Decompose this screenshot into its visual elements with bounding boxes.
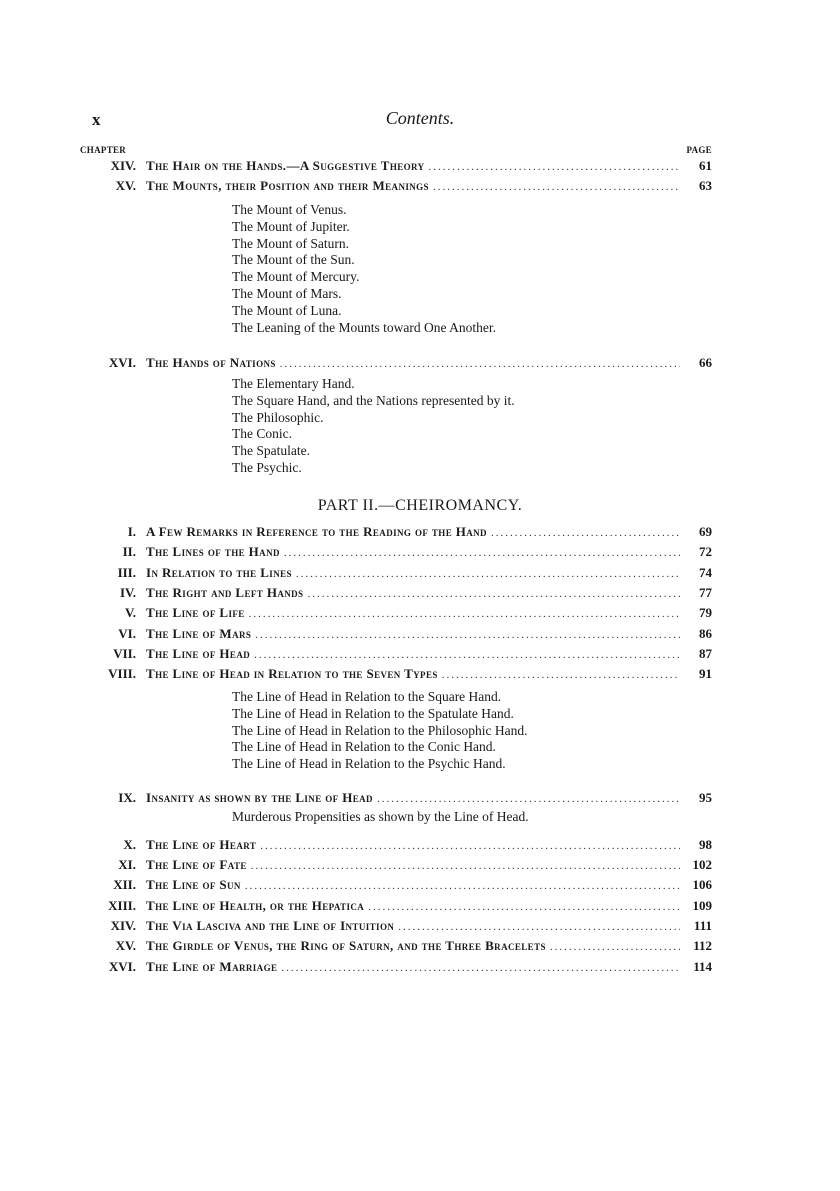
chapter-title: A Few Remarks in Reference to the Reading of the Hand xyxy=(146,524,487,539)
toc-entry xyxy=(60,354,712,372)
leader-dots xyxy=(442,666,680,684)
chapter-title: The Hands of Nations xyxy=(146,355,276,370)
leader-dots xyxy=(251,857,680,875)
leader-dots xyxy=(296,565,680,583)
page-number: 72 xyxy=(699,544,712,559)
chapter-number: VI. xyxy=(118,626,136,641)
leader-dots xyxy=(245,877,680,895)
chapter-title: The Lines of the Hand xyxy=(146,544,280,559)
subsection-item: The Line of Head in Relation to the Conic Hand. xyxy=(232,739,496,755)
subsection-item: Murderous Propensities as shown by the Line of Head. xyxy=(232,809,529,824)
toc-entry xyxy=(60,917,712,935)
leader-dots xyxy=(368,898,680,916)
subsection-item: The Mount of Jupiter. xyxy=(232,218,350,234)
page-column-label: PAGE xyxy=(686,145,712,155)
toc-entry xyxy=(60,543,712,561)
chapter-number: XIV. xyxy=(110,918,136,933)
toc-entry xyxy=(60,625,712,643)
chapter-title: The Line of Marriage xyxy=(146,959,278,974)
page-number: 112 xyxy=(693,938,712,953)
subsection-item: The Mount of Saturn. xyxy=(232,235,349,251)
toc-entry xyxy=(60,157,712,175)
toc-entry xyxy=(60,645,712,663)
toc-entry xyxy=(60,177,712,195)
chapter-title: Insanity as shown by the Line of Head xyxy=(146,790,373,805)
toc-entry xyxy=(60,604,712,622)
chapter-title: The Line of Head in Relation to the Seven Types xyxy=(146,666,438,681)
subsection-item: The Conic. xyxy=(232,426,292,442)
chapter-number: II. xyxy=(122,544,136,559)
subsection-item: The Mount of Mercury. xyxy=(232,269,360,285)
leader-dots xyxy=(255,626,680,644)
leader-dots xyxy=(307,585,680,603)
chapter-number: III. xyxy=(117,565,136,580)
page-number: 63 xyxy=(699,178,712,193)
page-number: 77 xyxy=(699,585,712,600)
leader-dots xyxy=(280,355,680,373)
page-number: 95 xyxy=(699,790,712,805)
chapter-number: XII. xyxy=(113,877,136,892)
chapter-number: XIV. xyxy=(110,158,136,173)
subsection-item: The Line of Head in Relation to the Psychic Hand. xyxy=(232,756,506,772)
leader-dots xyxy=(429,158,681,176)
page-number: 86 xyxy=(699,626,712,641)
page-number: 114 xyxy=(693,959,712,974)
subsection-item: The Line of Head in Relation to the Philosophic Hand. xyxy=(232,722,528,738)
chapter-number: XI. xyxy=(118,857,136,872)
chapter-number: XVI. xyxy=(108,355,136,370)
toc-entry xyxy=(60,584,712,602)
subsection-item: The Spatulate. xyxy=(232,443,310,459)
leader-dots xyxy=(398,918,680,936)
subsection-item: The Philosophic. xyxy=(232,409,324,425)
toc-entry xyxy=(60,836,712,854)
chapter-title: The Mounts, their Position and their Meanings xyxy=(146,178,429,193)
chapter-column-label: CHAPTER xyxy=(80,145,127,155)
mounts-subsections xyxy=(232,202,496,336)
page-folio: x xyxy=(92,110,101,129)
chapter-number: X. xyxy=(123,837,136,852)
page-number: 61 xyxy=(699,158,712,173)
page-number: 69 xyxy=(699,524,712,539)
leader-dots xyxy=(550,938,680,956)
toc-entry xyxy=(60,958,712,976)
chapter-number: VII. xyxy=(113,646,136,661)
leader-dots xyxy=(249,605,680,623)
subsection-item: The Mount of the Sun. xyxy=(232,252,355,268)
chapter-number: VIII. xyxy=(108,666,136,681)
chapter-title: The Girdle of Venus, the Ring of Saturn, and the Three Bracelets xyxy=(146,938,546,953)
toc-entry xyxy=(60,897,712,915)
leader-dots xyxy=(281,959,680,977)
subsection-item: The Line of Head in Relation to the Square Hand. xyxy=(232,689,502,704)
subsection-item: The Line of Head in Relation to the Spatulate Hand. xyxy=(232,705,514,721)
page-number: 111 xyxy=(693,918,712,933)
page-number: 109 xyxy=(692,898,712,913)
head-types-subsections xyxy=(232,689,527,773)
chapter-title: The Line of Mars xyxy=(146,626,252,641)
chapter-title: The Line of Sun xyxy=(146,877,241,892)
leader-dots xyxy=(377,790,680,808)
running-head-title: Contents. xyxy=(385,108,455,128)
leader-dots xyxy=(284,544,680,562)
subsection-item: The Mount of Luna. xyxy=(232,302,342,318)
page-number: 106 xyxy=(692,877,712,892)
page-number: 87 xyxy=(699,646,712,661)
chapter-title: The Line of Head xyxy=(146,646,251,661)
chapter-number: XIII. xyxy=(108,898,136,913)
page-number: 102 xyxy=(692,857,712,872)
chapter-number: XV. xyxy=(115,178,136,193)
toc-entry xyxy=(60,789,712,807)
toc-entry xyxy=(60,665,712,683)
chapter-title: In Relation to the Lines xyxy=(146,565,292,580)
toc-entry xyxy=(60,856,712,874)
chapter-number: I. xyxy=(127,524,136,539)
chapter-number: V. xyxy=(125,605,136,620)
chapter-title: The Right and Left Hands xyxy=(146,585,304,600)
subsection-item: The Elementary Hand. xyxy=(232,376,355,391)
leader-dots xyxy=(260,837,680,855)
leader-dots xyxy=(433,178,680,196)
leader-dots xyxy=(254,646,680,664)
page-number: 79 xyxy=(699,605,712,620)
part-heading: PART II.—CHEIROMANCY. xyxy=(317,497,523,514)
chapter-title: The Line of Health, or the Hepatica xyxy=(146,898,365,913)
subsection-item: The Leaning of the Mounts toward One Another. xyxy=(232,319,496,335)
chapter-number: IV. xyxy=(119,585,136,600)
chapter-title: The Line of Life xyxy=(146,605,245,620)
chapter-title: The Hair on the Hands.—A Suggestive Theory xyxy=(146,158,425,173)
chapter-number: XVI. xyxy=(108,959,136,974)
leader-dots xyxy=(491,524,680,542)
chapter-title: The Line of Fate xyxy=(146,857,247,872)
subsection-item: The Mount of Venus. xyxy=(232,202,347,217)
subsection-item: The Psychic. xyxy=(232,459,302,475)
toc-entry xyxy=(60,937,712,955)
subsection-item: The Square Hand, and the Nations represented by it. xyxy=(232,392,515,408)
page-number: 74 xyxy=(699,565,712,580)
toc-entry xyxy=(60,523,712,541)
subsection-item: The Mount of Mars. xyxy=(232,285,342,301)
nations-subsections xyxy=(232,376,515,477)
toc-entry xyxy=(60,876,712,894)
chapter-title: The Line of Heart xyxy=(146,837,257,852)
page-number: 98 xyxy=(699,837,712,852)
page-number: 91 xyxy=(699,666,712,681)
toc-entry xyxy=(60,564,712,582)
page-number: 66 xyxy=(699,355,712,370)
chapter-title: The Via Lasciva and the Line of Intuition xyxy=(146,918,395,933)
chapter-number: IX. xyxy=(118,790,136,805)
chapter-number: XV. xyxy=(115,938,136,953)
insanity-subsections xyxy=(232,809,529,826)
